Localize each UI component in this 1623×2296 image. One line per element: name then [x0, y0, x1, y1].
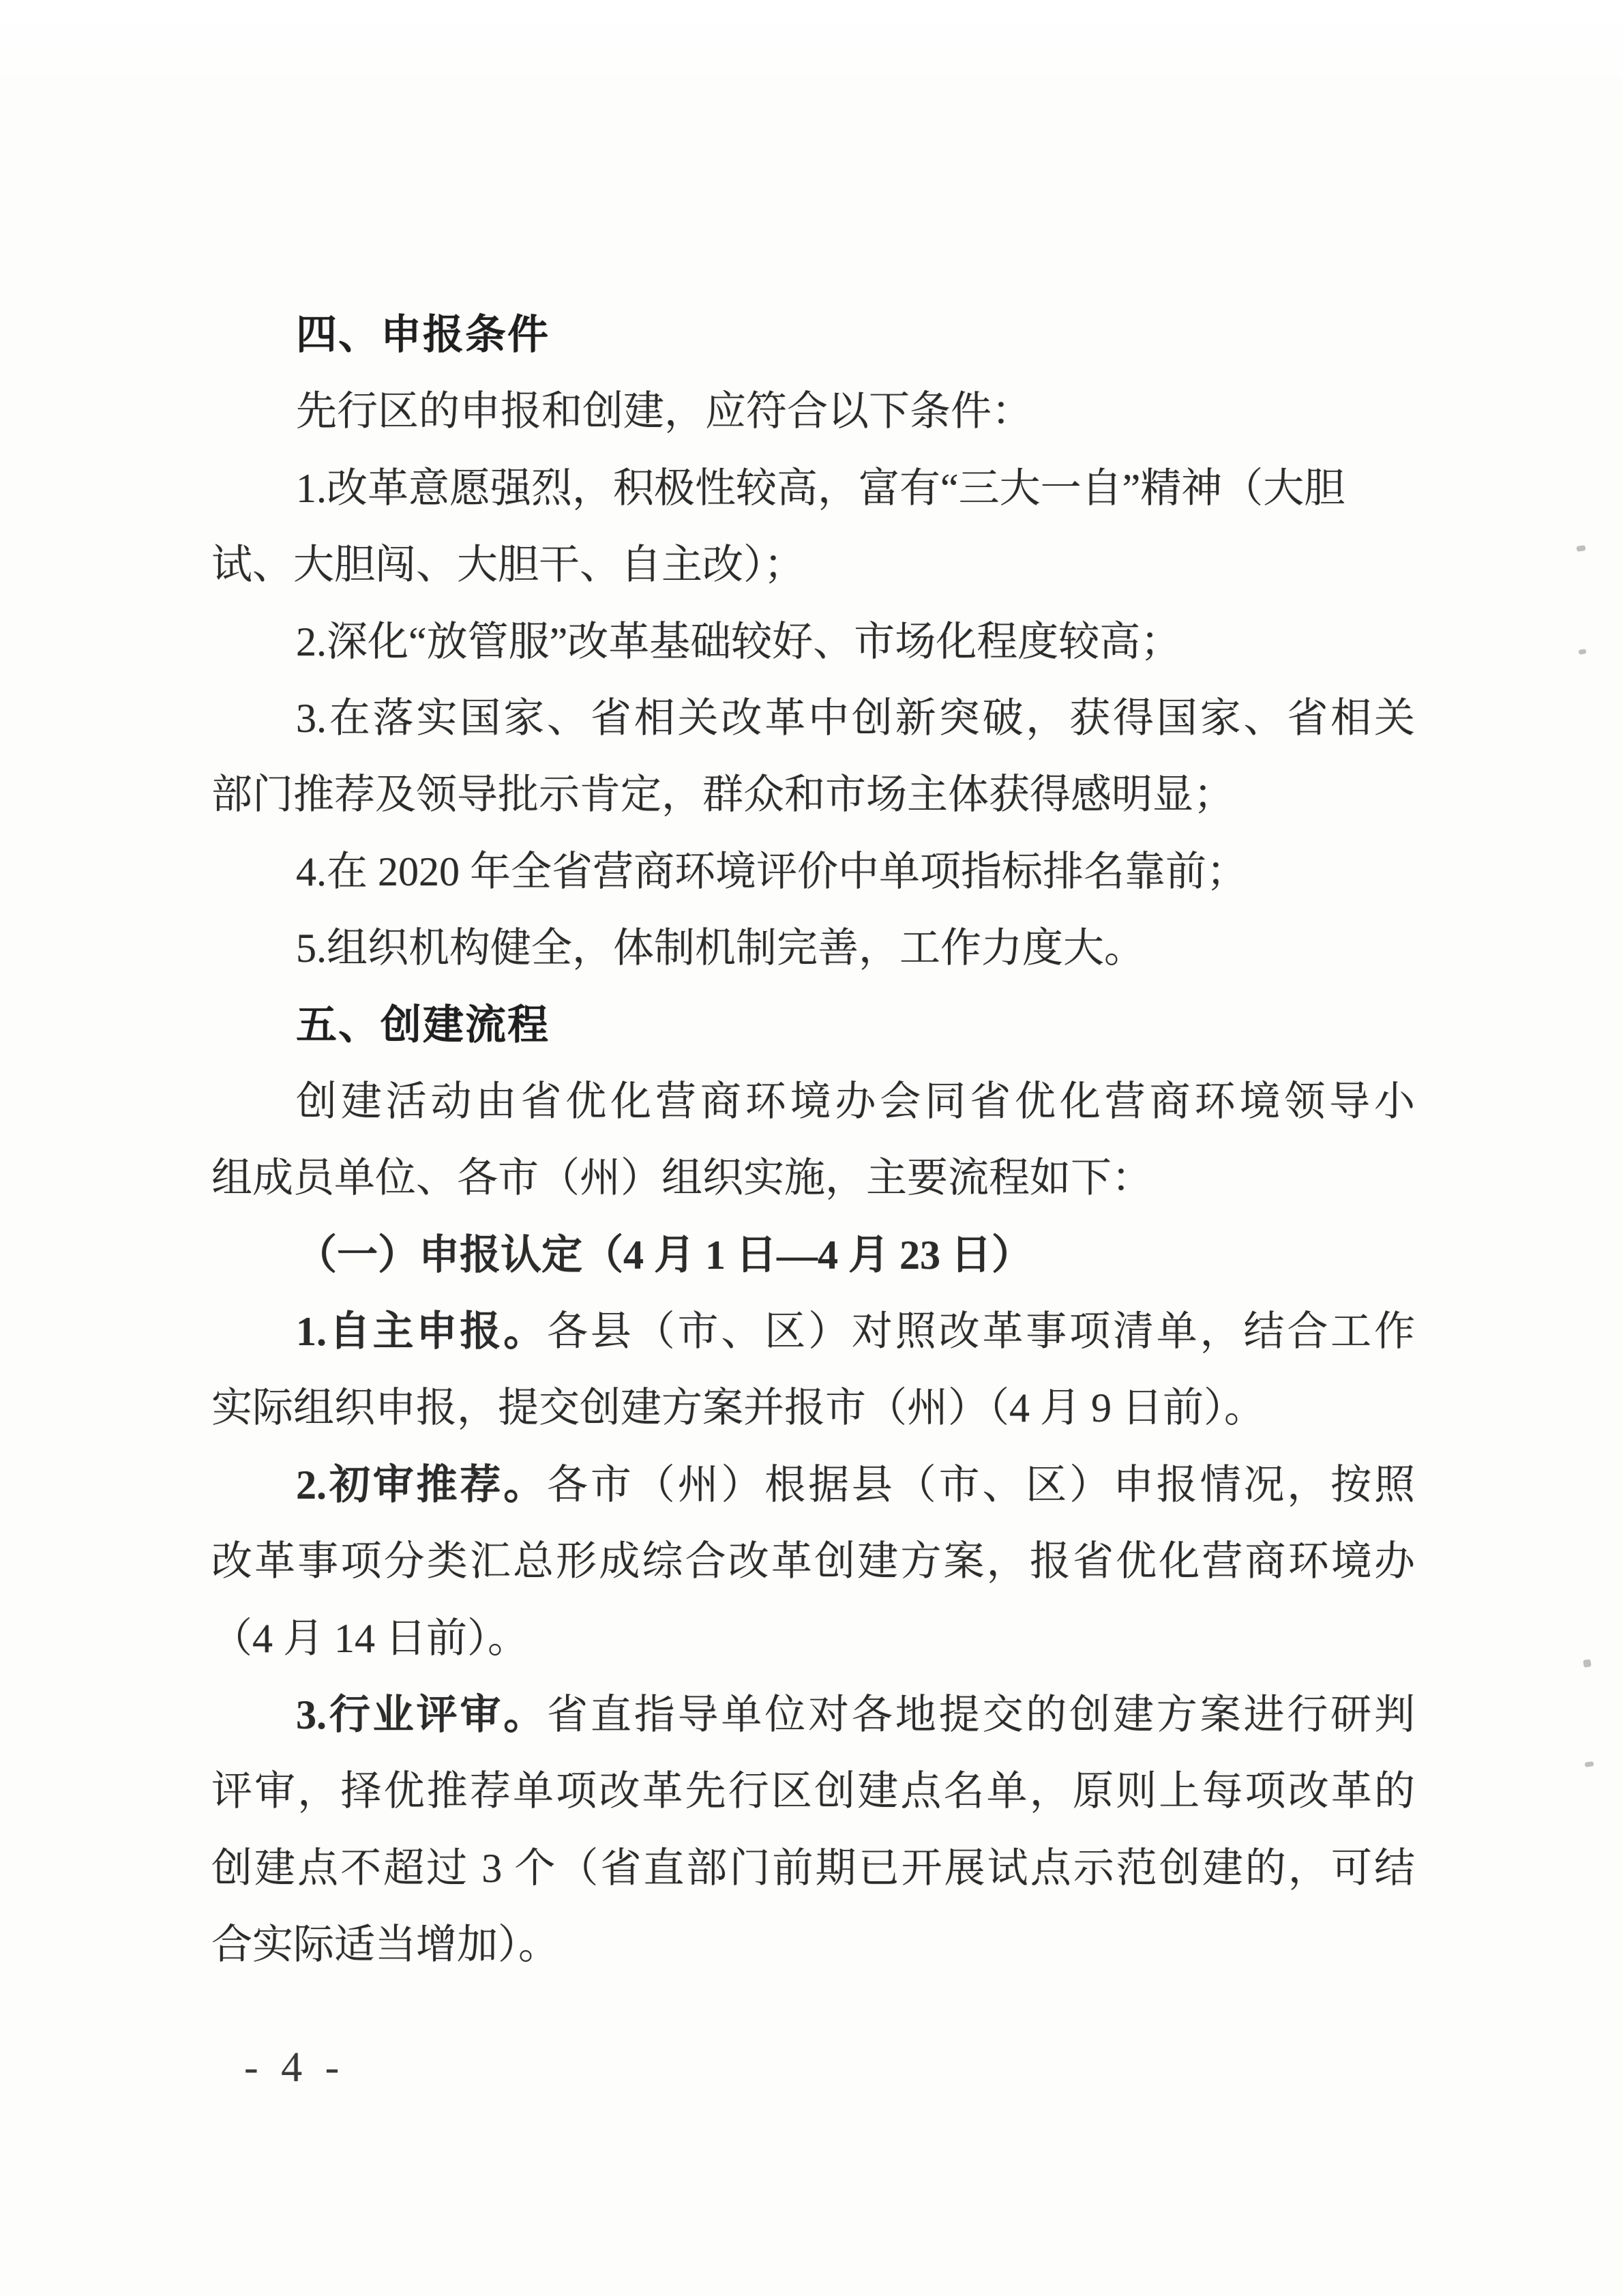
text-run: 组成员单位、各市（州）组织实施，主要流程如下：	[211, 1156, 1152, 1201]
text-run: 部门推荐及领导批示肯定，群众和市场主体获得感明显；	[211, 772, 1234, 818]
text-run: 五、创建流程	[296, 1001, 550, 1048]
text-line	[211, 1600, 1415, 1677]
text-run: 试、大胆闯、大胆干、自主改）；	[211, 542, 805, 588]
text-line	[211, 1447, 1415, 1523]
text-run: 合实际适当增加）。	[211, 1922, 559, 1968]
scan-speck	[1583, 1659, 1591, 1667]
scan-speck	[1579, 649, 1587, 654]
text-run: 各市（州）根据县（市、区）申报情况，按照	[547, 1462, 1416, 1507]
text-line	[211, 1063, 1415, 1140]
text-run: 四、申报条件	[296, 312, 550, 357]
text-run: 各县（市、区）对照改革事项清单，结合工作	[547, 1309, 1416, 1355]
text-line	[211, 450, 1415, 527]
document-body	[211, 297, 1415, 1984]
text-run: 3.在落实国家、省相关改革中创新突破，获得国家、省相关	[296, 695, 1415, 741]
text-run: 改革事项分类汇总形成综合改革创建方案，报省优化营商环境办	[211, 1539, 1415, 1585]
text-line	[211, 1293, 1415, 1370]
bold-lead-text: 2.初审推荐。	[296, 1462, 548, 1507]
text-run: 5.组织机构健全，体制机制完善，工作力度大。	[296, 926, 1145, 971]
scan-speck	[1577, 545, 1586, 552]
text-run: 评审，择优推荐单项改革先行区创建点名单，原则上每项改革的	[211, 1769, 1415, 1814]
text-run: 1.改革意愿强烈，积极性较高，富有“三大一自”精神（大胆	[296, 465, 1345, 511]
text-line	[211, 910, 1415, 986]
text-run: 创建活动由省优化营商环境办会同省优化营商环境领导小	[296, 1078, 1415, 1124]
text-line	[211, 680, 1415, 756]
text-line	[211, 1677, 1415, 1753]
text-line	[211, 297, 1415, 373]
bold-lead-text: 3.行业评审。	[296, 1692, 548, 1738]
text-line	[211, 1753, 1415, 1829]
text-line	[211, 373, 1415, 450]
text-run: 实际组织申报，提交创建方案并报市（州）（4 月 9 日前）。	[211, 1385, 1265, 1431]
bold-lead-text: 1.自主申报。	[296, 1309, 548, 1355]
text-run: 2.深化“放管服”改革基础较好、市场化程度较高；	[296, 619, 1182, 664]
text-run: （一）申报认定（4 月 1 日—4 月 23 日）	[296, 1232, 1032, 1278]
text-run: （4 月 14 日前）。	[211, 1615, 528, 1661]
text-line	[211, 1907, 1415, 1983]
text-line	[211, 1830, 1415, 1907]
text-line	[211, 604, 1415, 680]
text-line	[211, 834, 1415, 910]
text-line	[211, 527, 1415, 603]
text-run: 先行区的申报和创建，应符合以下条件：	[296, 389, 1032, 435]
text-line	[211, 1370, 1415, 1446]
text-line	[211, 1523, 1415, 1600]
text-line	[211, 987, 1415, 1063]
text-line	[211, 1140, 1415, 1216]
text-run: 创建点不超过 3 个（省直部门前期已开展试点示范创建的，可结	[211, 1845, 1415, 1891]
text-run: 省直指导单位对各地提交的创建方案进行研判	[547, 1692, 1416, 1738]
scan-speck	[1585, 1761, 1594, 1767]
page-number: - 4 -	[244, 2044, 346, 2091]
text-run: 4.在 2020 年全省营商环境评价中单项指标排名靠前；	[296, 849, 1247, 894]
text-line	[211, 756, 1415, 833]
text-line	[211, 1217, 1415, 1293]
